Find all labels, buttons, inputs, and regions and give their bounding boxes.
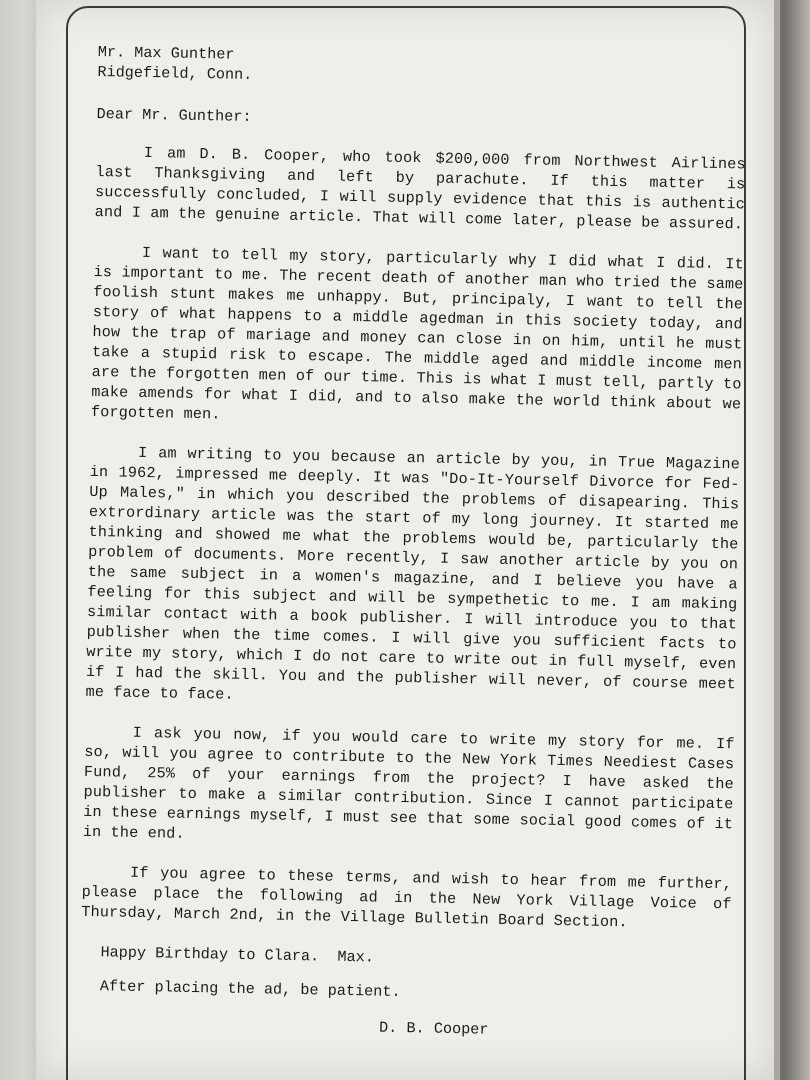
closing-note: After placing the ad, be patient. (99, 977, 401, 1001)
recipient-city: Ridgefield, Conn. (97, 62, 253, 84)
letter-sheet (36, 0, 774, 1080)
paragraph-1: I am D. B. Cooper, who took $200,000 from Northwest Airlines last Thanksgiving and left by parachute. If this matter is successfully concluded, I will supply evidence that this is authentic and I am the genuine article. That will come later, please be assured. (94, 143, 746, 234)
paragraph-5: If you agree to these terms, and wish to hear from me further, please place the following ad in the New York Village Voice of Thursday, March 2nd, in the Village Bulletin Board Section. (81, 863, 733, 932)
paragraph-4: I ask you now, if you would care to write my story for me. If so, will you agree to contribute to the New York Times Neediest Cases Fund, 25% of your earnings from the project? I have asked the publisher to make a similar contribution. Since I cannot participate in these earnings myself, I must see that some social good comes of it in the end. (82, 723, 735, 843)
background-left (0, 0, 40, 1080)
letter-body (79, 42, 748, 1044)
recipient-name: Mr. Max Gunther (97, 42, 235, 64)
ad-text: Happy Birthday to Clara. Max. (100, 943, 375, 967)
salutation: Dear Mr. Gunther: (96, 104, 252, 126)
signature: D. B. Cooper (378, 1018, 489, 1039)
paragraph-3: I am writing to you because an article by you, in True Magazine in 1962, impressed me deeply. It was "Do-It-Yourself Divorce for Fed-Up Males," in which you described the problems of disapearing. This extrordinary article was the start of my long journey. It started me thinking and showed me what the problems would be, particularly the problem of documents. More recently, I saw another article by you on the same subject in a women's magazine, and I believe you have a feeling for this subject and will be sympethetic to me. I am making similar contact with a book publisher. I will introduce you to that publisher when the time comes. I will give you sufficient facts to write my story, which I do not care to write out in full myself, even if I had the skill. You and the publisher will never, of course meet me face to face. (85, 443, 741, 704)
paragraph-2: I want to tell my story, particularly why I did what I did. It is important to me. The recent death of another man who tried the same foolish stunt makes me unhappy. But, principaly, I want to tell the story of what happens to a middle agedman in this society today, and how the trap of mariage and money can close in on him, until he must take a stupid risk to escape. The middle aged and middle income men are the forgotten men of our time. This is what I must tell, partly to make amends for what I did, and to also make the world think about we forgotten men. (90, 243, 745, 424)
